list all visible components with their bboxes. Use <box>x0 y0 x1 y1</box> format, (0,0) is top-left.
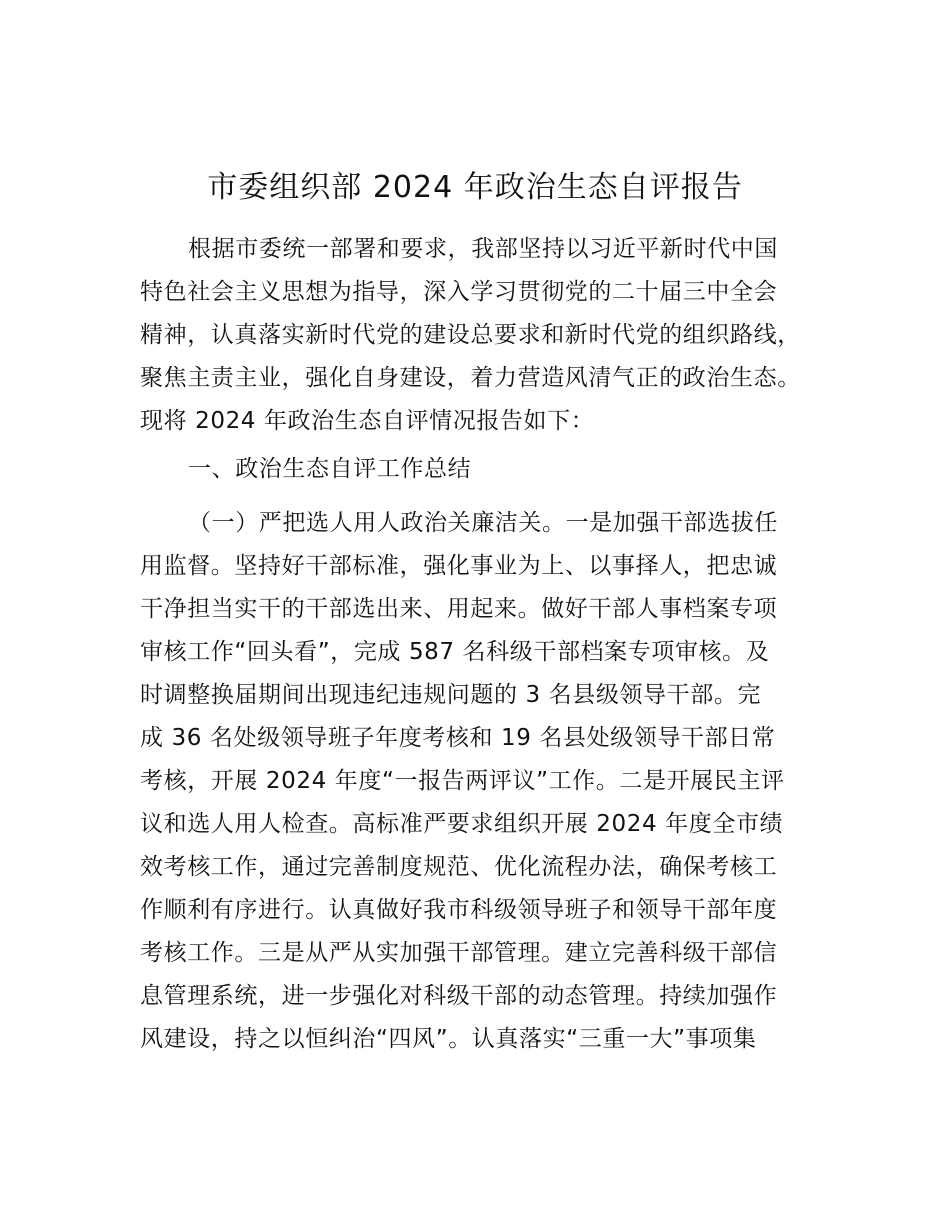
subsection-line: 审核工作“回头看”，完成 587 名科级干部档案专项审核。及 <box>140 639 770 665</box>
subsection-line: 风建设，持之以恒纠治“四风”。认真落实“三重一大”事项集 <box>140 1026 757 1052</box>
intro-line: 聚焦主责主业，强化自身建设，着力营造风清气正的政治生态。 <box>140 365 801 391</box>
intro-line: 根据市委统一部署和要求，我部坚持以习近平新时代中国 <box>188 236 778 262</box>
subsection-line: 干净担当实干的干部选出来、用起来。做好干部人事档案专项 <box>140 596 778 622</box>
section-heading: 一、政治生态自评工作总结 <box>188 456 472 482</box>
subsection-line: 息管理系统，进一步强化对科级干部的动态管理。持续加强作 <box>140 983 778 1009</box>
subsection-line: 用监督。坚持好干部标准，强化事业为上、以事择人，把忠诚 <box>140 553 778 579</box>
section-heading-block <box>140 448 830 491</box>
subsection-line: 成 36 名处级领导班子年度考核和 19 名县处级领导干部日常 <box>140 725 776 751</box>
subsection-line: 效考核工作，通过完善制度规范、优化流程办法，确保考核工 <box>140 854 778 880</box>
subsection-line: 议和选人用人检查。高标准严要求组织开展 2024 年度全市绩 <box>140 811 784 837</box>
subsection-line: （一）严把选人用人政治关廉洁关。一是加强干部选拔任 <box>188 510 778 536</box>
document-title: 市委组织部 2024 年政治生态自评报告 <box>207 170 743 205</box>
intro-line: 精神，认真落实新时代党的建设总要求和新时代党的组织路线， <box>140 322 801 348</box>
subsection-line: 作顺利有序进行。认真做好我市科级领导班子和领导干部年度 <box>140 897 778 923</box>
intro-line: 现将 2024 年政治生态自评情况报告如下： <box>140 408 595 434</box>
subsection-line: 时调整换届期间出现违纪违规问题的 3 名县级领导干部。完 <box>140 682 762 708</box>
subsection-paragraph <box>140 502 830 1061</box>
subsection-line: 考核，开展 2024 年度“一报告两评议”工作。二是开展民主评 <box>140 768 785 794</box>
subsection-line: 考核工作。三是从严从实加强干部管理。建立完善科级干部信 <box>140 940 778 966</box>
intro-line: 特色社会主义思想为指导，深入学习贯彻党的二十届三中全会 <box>140 279 778 305</box>
intro-paragraph <box>140 228 830 443</box>
